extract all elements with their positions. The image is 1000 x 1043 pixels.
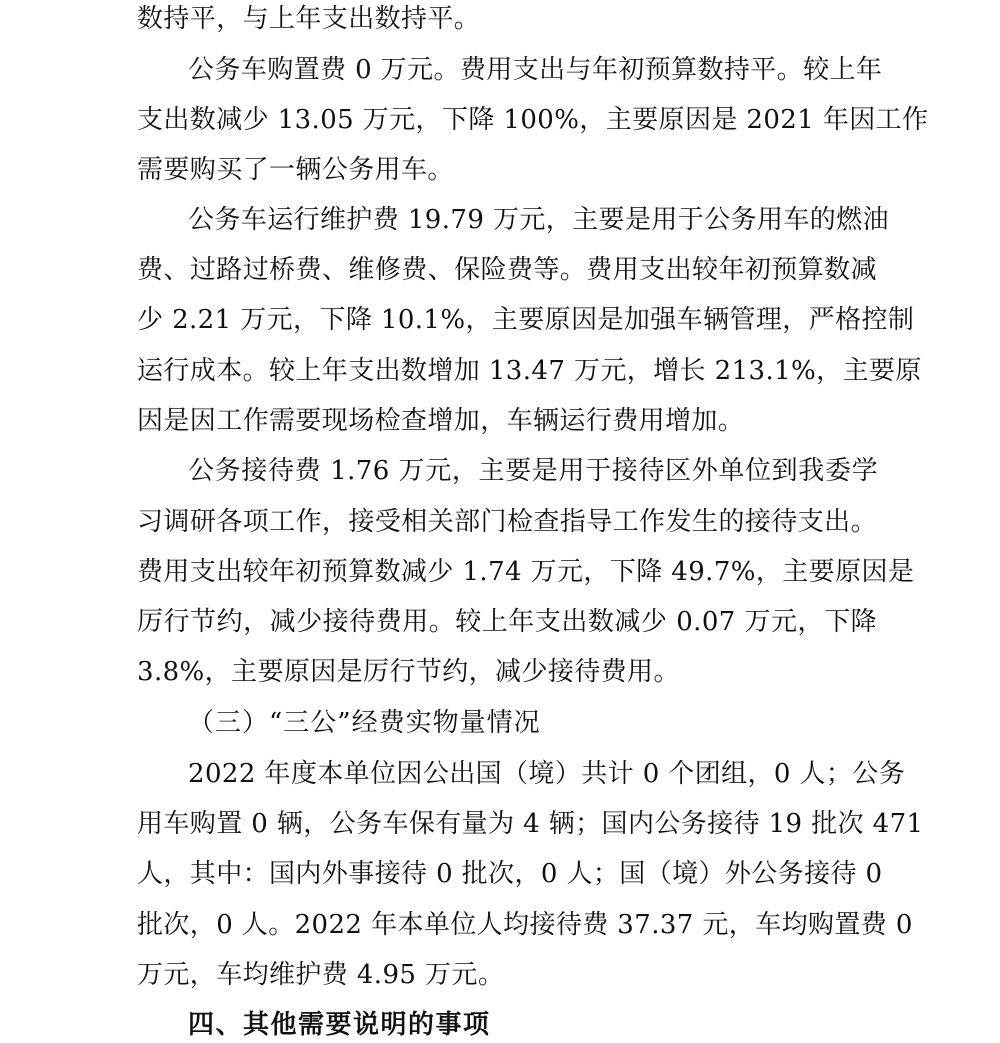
text-line: 习调研各项工作，接受相关部门检查指导工作发生的接待支出。 [137,507,877,537]
text-line: 运行成本。较上年支出数增加 13.47 万元，增长 213.1%，主要原 [137,356,922,386]
text-line: 因是因工作需要现场检查增加，车辆运行费用增加。 [137,406,745,436]
subsection-heading: （三）“三公”经费实物量情况 [188,708,541,738]
text-line: 3.8%，主要原因是厉行节约，减少接待费用。 [137,657,680,687]
text-line: 少 2.21 万元，下降 10.1%，主要原因是加强车辆管理，严格控制 [137,305,915,335]
text-line: 支出数减少 13.05 万元，下降 100%，主要原因是 2021 年因工作 [137,105,929,135]
text-line: 2022 年度本单位因公出国（境）共计 0 个团组，0 人；公务 [188,759,906,789]
text-line: 万元，车均维护费 4.95 万元。 [137,960,505,990]
text-line: 公务车运行维护费 19.79 万元，主要是用于公务用车的燃油 [188,205,889,235]
text-line: 费、过路过桥费、维修费、保险费等。费用支出较年初预算数减 [137,255,877,285]
text-line: 费用支出较年初预算数减少 1.74 万元，下降 49.7%，主要原因是 [137,557,915,587]
text-line: 用车购置 0 辆，公务车保有量为 4 辆；国内公务接待 19 批次 471 [137,809,924,839]
text-line: 需要购买了一辆公务用车。 [137,155,454,185]
text-line: 公务接待费 1.76 万元，主要是用于接待区外单位到我委学 [188,456,878,486]
text-line: 数持平，与上年支出数持平。 [137,4,481,34]
text-line: 公务车购置费 0 万元。费用支出与年初预算数持平。较上年 [188,55,883,85]
text-line: 人，其中：国内外事接待 0 批次，0 人；国（境）外公务接待 0 [137,859,883,889]
text-line: 厉行节约，减少接待费用。较上年支出数减少 0.07 万元，下降 [137,607,877,637]
text-line: 批次，0 人。2022 年本单位人均接待费 37.37 元，车均购置费 0 [137,910,913,940]
section-heading: 四、其他需要说明的事项 [188,1010,491,1040]
